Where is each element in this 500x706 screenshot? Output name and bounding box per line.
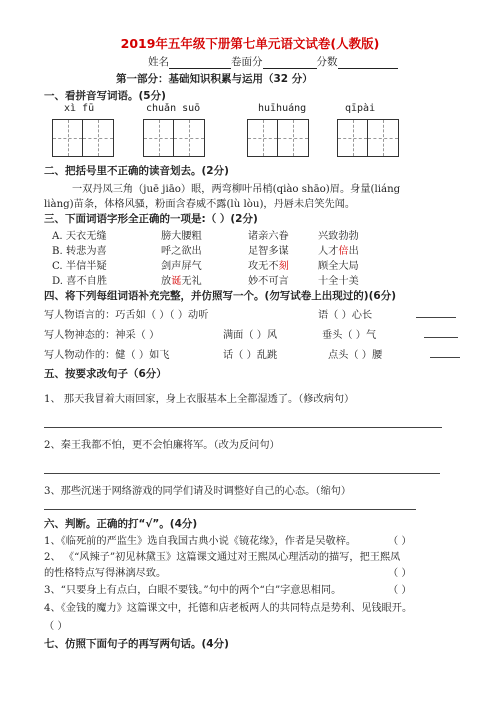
option-b-word-2: 呼之欲出	[161, 246, 202, 257]
total-blank[interactable]	[338, 58, 398, 69]
s4-row-1-b: 语（ ）心长	[318, 310, 373, 321]
student-info-line	[148, 54, 398, 69]
name-label: 姓名	[148, 56, 169, 68]
highlight-char: 倍	[338, 246, 349, 257]
page-title: 2019年五年级下册第七单元语文试卷(人教版)	[120, 36, 380, 51]
section-2-title: 二、把括号里不正确的读音划去。(2分)	[44, 165, 229, 177]
s4-row-2-b: 满面（ ）风	[223, 330, 278, 341]
highlight-char: 诞	[171, 276, 182, 287]
s4-row-1-a: 写人物语言的：巧舌如（ ）（ ）动听	[44, 310, 209, 321]
answer-line[interactable]	[424, 337, 458, 338]
part-one-heading: 第一部分：基础知识积累与运用（32 分）	[116, 73, 313, 85]
option-a-word-2: 膀大腰粗	[161, 231, 202, 242]
option-b-word-4: 人才倍出	[318, 246, 359, 257]
s4-row-3-a: 写人物动作的：健（ ）如飞	[44, 350, 170, 361]
s6-answer-paren-4[interactable]: （ ）	[44, 621, 68, 632]
writing-grid-1[interactable]	[52, 119, 114, 157]
s6-question-3: 3、“只要身上有点白，白眼不要钱。”句中的两个“白”字意思相同。	[44, 585, 342, 596]
s4-row-3-c: 点头（ ）腰	[328, 350, 383, 361]
s6-question-1: 1、《临死前的严监生》选自我国古典小说《镜花缘》，作者是吴敬梓。	[44, 536, 357, 547]
s6-question-2-line-1: 2、 《“风辣子”初见林黛玉》这篇课文通过对王熙凤心理活动的描写，把王熙凤	[44, 552, 401, 563]
answer-line[interactable]	[44, 473, 440, 474]
pinyin-3: huīhuáng	[258, 103, 307, 114]
section-2-line-2: liàng)苗条，体格风骚，粉面含春威不露(lù lòu)，丹唇未启笑先闻。	[44, 199, 356, 210]
s5-question-2: 2、秦王我都不怕，更不会怕廉将军。（改为反问句）	[44, 440, 280, 451]
highlight-char: 刻	[278, 261, 289, 272]
option-a-word-3: 诸亲六眷	[248, 231, 289, 242]
option-c-label[interactable]: C. 半信半疑	[52, 261, 107, 272]
s6-answer-paren-1[interactable]: （ ）	[388, 536, 412, 547]
answer-line[interactable]	[44, 509, 416, 510]
s6-question-4: 4、《金钱的魔力》这篇课文中，托德和店老板两人的共同特点是势利、见钱眼开。	[44, 603, 413, 614]
s5-question-3: 3、那些沉迷于网络游戏的同学们请及时调整好自己的心态。（缩句）	[44, 486, 352, 497]
section-3-title: 三、下面词语字形全正确的一项是:（ ）(2分)	[44, 213, 258, 225]
section-2-line-1: 一双丹凤三角（juē jiāo）眼，两弯柳叶吊梢(qiào shāo)眉。身量(liáng	[72, 184, 401, 195]
section-5-title: 五、按要求改句子（6分）	[44, 368, 167, 380]
writing-grid-4[interactable]	[337, 119, 399, 157]
answer-line[interactable]	[416, 317, 456, 318]
writing-grid-3[interactable]	[247, 119, 309, 157]
option-d-label[interactable]: D. 喜不自胜	[52, 276, 108, 287]
option-c-word-3: 攻无不刻	[248, 261, 289, 272]
s6-answer-paren-3[interactable]: （ ）	[388, 585, 412, 596]
total-label: 分数	[316, 56, 338, 68]
option-a-word-4: 兴致勃勃	[318, 231, 359, 242]
pinyin-2: chuǎn suō	[146, 103, 201, 114]
answer-line[interactable]	[44, 427, 442, 428]
option-d-word-3: 妙不可言	[248, 276, 289, 287]
s4-row-2-c: 垂头（ ）气	[322, 330, 377, 341]
section-4-title: 四、将下列每组词语补充完整，并仿照写一个。(勿写试卷上出现过的)(6分)	[44, 290, 396, 302]
section-6-title: 六、判断。正确的打“√”。(4分)	[44, 518, 198, 530]
s4-row-2-a: 写人物神态的：神采（ ）	[44, 330, 160, 341]
option-b-label[interactable]: B. 转悲为喜	[52, 246, 107, 257]
writing-grid-2[interactable]	[143, 119, 205, 157]
option-a-label[interactable]: A. 天衣无缝	[52, 231, 107, 242]
option-d-word-4: 十全十美	[318, 276, 359, 287]
option-c-word-4: 顾全大局	[318, 261, 359, 272]
option-d-word-2: 放诞无礼	[161, 276, 202, 287]
score-label: 卷面分	[231, 56, 263, 68]
section-1-title: 一、看拼音写词语。(5分)	[44, 90, 166, 102]
pinyin-4: qīpài	[345, 103, 376, 114]
answer-line[interactable]	[430, 357, 460, 358]
name-blank[interactable]	[169, 58, 231, 69]
s6-question-2-line-2: 的性格特点写得淋漓尽致。	[44, 568, 167, 579]
s4-row-3-b: 话（ ）乱跳	[223, 350, 278, 361]
option-b-word-3: 足智多谋	[248, 246, 289, 257]
pinyin-1: xì fū	[64, 103, 95, 114]
section-7-title: 七、仿照下面句子的再写两句话。(4分)	[44, 638, 229, 650]
score-blank[interactable]	[263, 58, 317, 69]
option-c-word-2: 剑声屏气	[161, 261, 202, 272]
s6-answer-paren-2[interactable]: （ ）	[388, 568, 412, 579]
s5-question-1: 1、 那天我冒着大雨回家，身上衣服基本上全都湿透了。（修改病句）	[44, 394, 355, 405]
